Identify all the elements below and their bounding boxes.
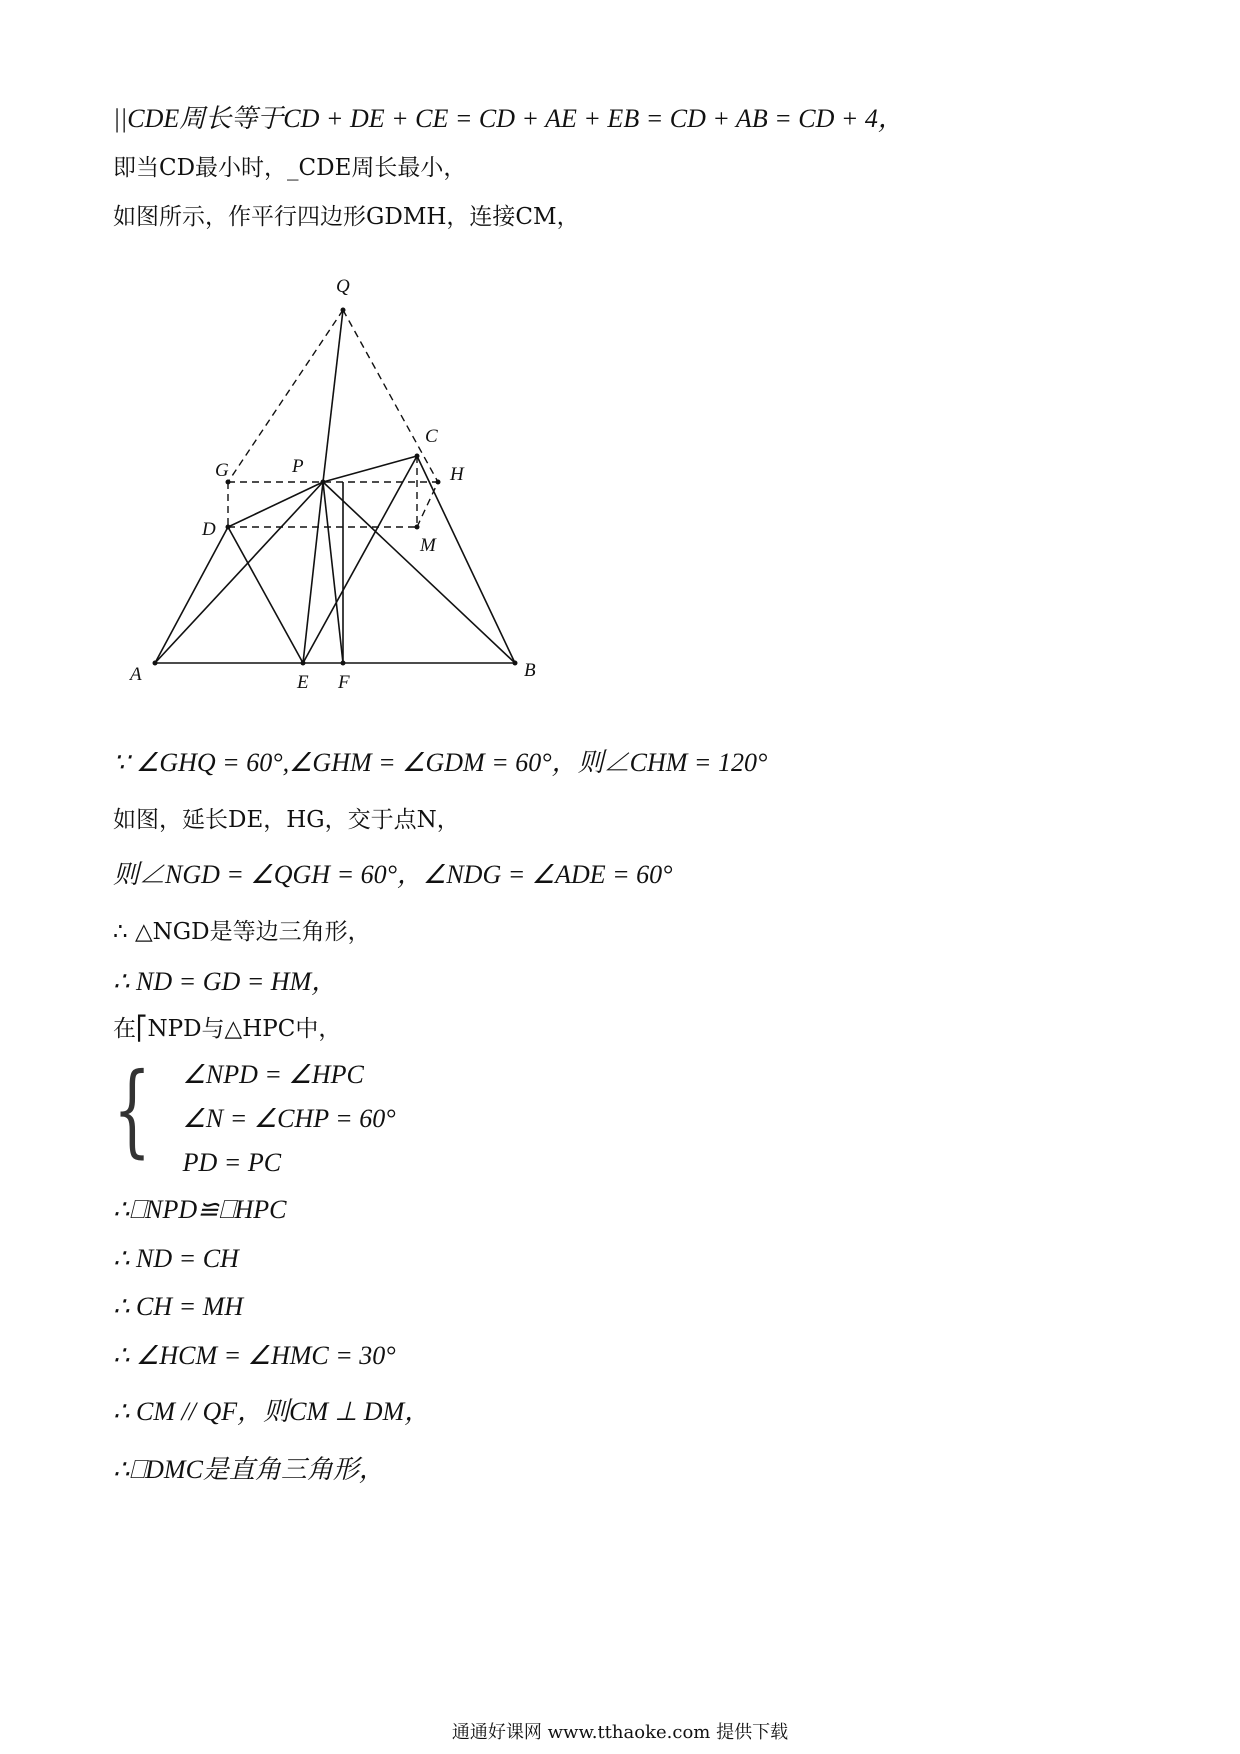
label-B: B	[524, 660, 536, 681]
segment-EC	[303, 456, 417, 663]
segment-DE	[228, 527, 303, 663]
geometry-figure	[120, 270, 640, 714]
segment-BP	[323, 482, 515, 663]
label-M: M	[420, 535, 436, 556]
segment-EP	[303, 482, 323, 663]
text-line-2: 即当CD最小时，_CDE周长最小，	[113, 155, 467, 181]
text-line-13: ∴ ∠HCM = ∠HMC = 30°	[113, 1341, 396, 1370]
point-B	[513, 661, 518, 666]
label-Q: Q	[336, 276, 350, 297]
point-D	[226, 525, 231, 530]
system-row-3: PD = PC	[182, 1148, 282, 1177]
text-line-4: ∵ ∠GHQ = 60°,∠GHM = ∠GDM = 60°，则∠CHM = 120°	[113, 748, 768, 777]
dashed-MH	[417, 482, 438, 527]
text-line-9: 在⎡NPD与△HPC中，	[113, 1016, 342, 1042]
footer-text: 通通好课网 www.tthaoke.com 提供下载	[451, 1722, 789, 1743]
dashed-QH	[343, 310, 438, 482]
label-P: P	[292, 456, 304, 477]
text-line-14: ∴ CM // QF，则CM ⊥ DM，	[113, 1397, 431, 1426]
text-line-7: ∴ △NGD是等边三角形，	[113, 919, 371, 945]
equation-system	[113, 1051, 396, 1178]
text-line-15: ∴⎕DMC是直角三角形，	[113, 1455, 385, 1484]
system-row-2: ∠N = ∠CHP = 60°	[182, 1104, 396, 1133]
text-line-10: ∴⎕NPD≌⎕HPC	[113, 1195, 287, 1224]
segment-BC	[417, 456, 515, 663]
point-A	[153, 661, 158, 666]
text-line-5: 如图，延长DE，HG，交于点N，	[113, 807, 460, 833]
text-line-8: ∴ ND = GD = HM，	[113, 967, 338, 996]
label-D: D	[202, 519, 216, 540]
label-F: F	[338, 672, 350, 693]
text-line-11: ∴ ND = CH	[113, 1244, 239, 1273]
segment-PC	[323, 456, 417, 482]
point-P	[321, 480, 326, 485]
point-M	[415, 525, 420, 530]
label-G: G	[215, 460, 229, 481]
segment-AP	[155, 482, 323, 663]
point-F	[341, 661, 346, 666]
point-C	[415, 454, 420, 459]
text-line-3: 如图所示，作平行四边形GDMH，连接CM，	[113, 204, 580, 230]
text-line-1: ||CDE周长等于CD + DE + CE = CD + AE + EB = CD + AB = CD + 4，	[113, 104, 904, 133]
segment-PF	[323, 482, 343, 663]
segment-PD	[228, 482, 323, 527]
point-H	[436, 480, 441, 485]
point-E	[301, 661, 306, 666]
label-E: E	[297, 672, 309, 693]
point-Q	[341, 308, 346, 313]
system-row-1: ∠NPD = ∠HPC	[182, 1060, 364, 1089]
label-H: H	[450, 464, 464, 485]
brace-icon: {	[113, 1051, 152, 1168]
label-A: A	[130, 664, 142, 685]
label-C: C	[425, 426, 438, 447]
text-line-12: ∴ CH = MH	[113, 1292, 244, 1321]
text-line-6: 则∠NGD = ∠QGH = 60°，∠NDG = ∠ADE = 60°	[113, 860, 673, 889]
